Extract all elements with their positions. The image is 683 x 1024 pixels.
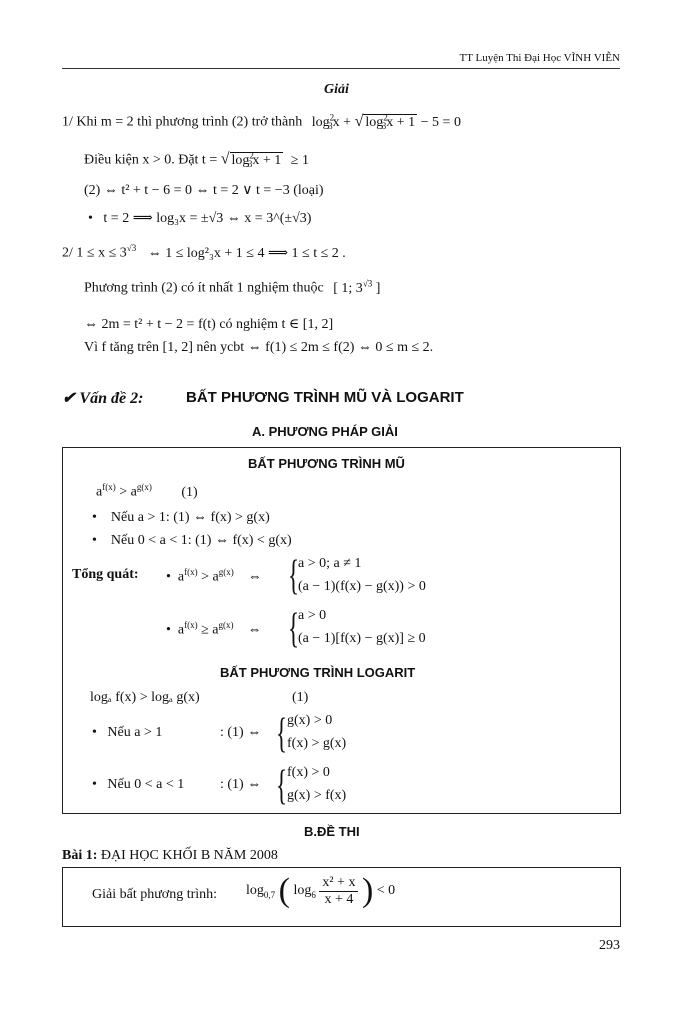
page-number: 293	[599, 938, 620, 953]
exp-case-1: • Nếu a > 1: (1) ⇔ f(x) > g(x)	[92, 510, 270, 525]
exercise-formula: $\log_{0,7}$ ( $\log_6$ $\frac{\text{x² + x}}{x + 4}$ ) < 0	[246, 872, 396, 909]
log-case-1-line1: g(x) > 0	[287, 713, 333, 728]
solution-part2-range: 2/ $1 \le x \le 3^{√3}$ ⇔ 1 ≤ log²₃x + 1 ≤ 4 ⟹ 1 ≤ t ≤ 2 .	[62, 243, 346, 261]
general-case-2-line2: (a − 1)[f(x) − g(x)] ≥ 0	[298, 631, 426, 646]
log-equation: $\log^2_3x$ + √ $\log^2_3x + 1 - 5 = 0$	[311, 112, 461, 132]
general-case-1-line2: (a − 1)(f(x) − g(x)) > 0	[298, 579, 426, 594]
header-rule	[62, 68, 620, 69]
exercise-prompt: Giải bất phương trình:	[92, 887, 218, 902]
solution-condition: Điều kiện x > 0. Đặt t = √ $\log^2_3x + 1 \ge 1$	[84, 150, 309, 170]
log-case-2-arrow: : (1) ⇔	[220, 777, 262, 792]
running-header: TT Luyện Thi Đại Học VĨNH VIỄN	[459, 52, 620, 64]
general-label: Tổng quát:	[72, 567, 139, 582]
log-ineq: logₐ f(x) > logₐ g(x)	[90, 690, 200, 705]
section-title: BẤT PHƯƠNG TRÌNH MŨ VÀ LOGARIT	[186, 389, 464, 406]
general-case-1: • $a^{f(x)} > a^{g(x)}$ ⇔	[166, 567, 262, 585]
log-case-2-line2: g(x) > f(x)	[287, 788, 347, 803]
subsection-b: B.ĐỀ THI	[304, 824, 360, 839]
brace-icon: {	[288, 606, 300, 652]
log-case-1: • Nếu a > 1	[92, 725, 163, 740]
log-case-1-line2: f(x) > g(x)	[287, 736, 347, 751]
exp-case-2: • Nếu 0 < a < 1: (1) ⇔ f(x) < g(x)	[92, 533, 292, 548]
general-case-2: • $a^{f(x)} \ge a^{g(x)}$ ⇔	[166, 620, 262, 638]
general-case-1-line1: a > 0; a ≠ 1	[298, 556, 362, 571]
solution-equation: (2) ⇔ t² + t − 6 = 0 ⇔ t = 2 ∨ t = −3 (loại)	[84, 183, 324, 198]
log-case-2: • Nếu 0 < a < 1	[92, 777, 185, 792]
exp-ineq-title: BẤT PHƯƠNG TRÌNH MŨ	[248, 456, 405, 471]
log-case-2-line1: f(x) > 0	[287, 765, 330, 780]
brace-icon: {	[276, 711, 288, 757]
log-ineq-label: (1)	[292, 690, 309, 705]
exp-ineq: $a^{f(x)} > a^{g(x)}$ (1)	[96, 482, 198, 500]
subsection-a: A. PHƯƠNG PHÁP GIẢI	[252, 424, 398, 439]
solution-part2-root: Phương trình (2) có ít nhất 1 nghiệm thuộc [ 1; $3^{√3}$ ]	[84, 278, 381, 296]
general-case-2-line1: a > 0	[298, 608, 327, 623]
solution-title: Giải	[324, 82, 349, 97]
brace-icon: {	[276, 763, 288, 809]
log-ineq-title: BẤT PHƯƠNG TRÌNH LOGARIT	[220, 665, 416, 680]
exercise-title: Bài 1: ĐẠI HỌC KHỐI B NĂM 2008	[62, 848, 278, 863]
solution-bullet: • t = 2 ⟹ log₃x = ±√3 ⇔ x = 3^(±√3)	[88, 211, 312, 226]
solution-part2-conclusion: Vì f tăng trên [1, 2] nên ycbt ⇔ f(1) ≤ 2m ≤ f(2) ⇔ 0 ≤ m ≤ 2.	[84, 340, 434, 355]
log-case-1-arrow: : (1) ⇔	[220, 725, 262, 740]
section-label: ✔ Vấn đề 2:	[62, 390, 144, 407]
solution-part2-eq: ⇔ 2m = t² + t − 2 = f(t) có nghiệm t ∈ [1, 2]	[84, 317, 334, 332]
solution-part1-intro: 1/ Khi m = 2 thì phương trình (2) trở thành $\log^2_3x$ + √ $\log^2_3x + 1 - 5 = 0$	[62, 112, 461, 132]
brace-icon: {	[288, 553, 300, 599]
